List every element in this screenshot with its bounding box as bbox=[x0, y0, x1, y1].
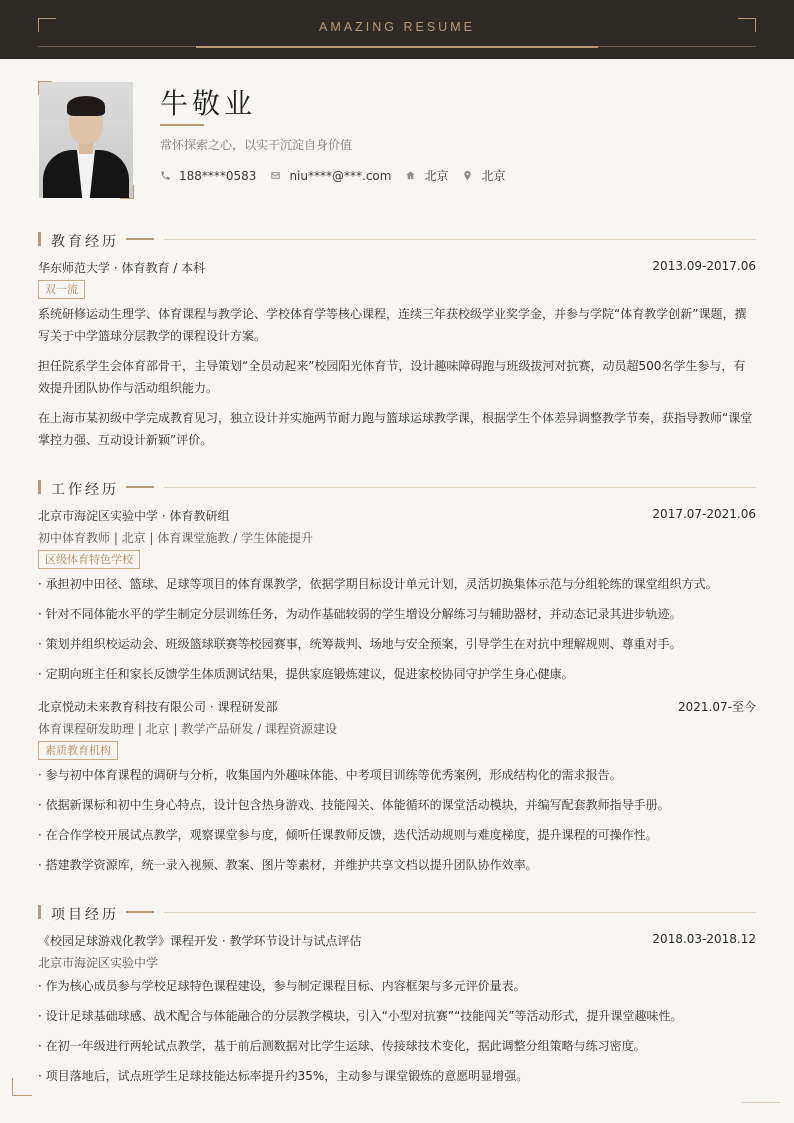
section-title: 工作经历 bbox=[51, 482, 119, 498]
job-entry-header bbox=[38, 698, 756, 715]
section-title: 项目经历 bbox=[51, 907, 119, 923]
job-bullet: · 定期向班主任和家长反馈学生体质测试结果，提供家庭锻炼建议，促进家校协同守护学生身心健康。 bbox=[38, 667, 574, 681]
photo-hair bbox=[67, 96, 105, 116]
job-date: 2021.07-至今 bbox=[678, 700, 756, 714]
name-underline bbox=[160, 124, 204, 126]
heading-accent bbox=[126, 911, 154, 913]
heading-rule bbox=[164, 239, 756, 240]
project-subtitle: 北京市海淀区实验中学 bbox=[38, 956, 159, 970]
page-corner-bottom-right bbox=[742, 1102, 780, 1103]
contact-home bbox=[405, 167, 448, 184]
project-date: 2018.03-2018.12 bbox=[652, 932, 756, 946]
candidate-name: 牛敬业 bbox=[160, 87, 257, 120]
project-entry-header bbox=[38, 932, 756, 949]
heading-rule bbox=[164, 487, 756, 488]
home-icon bbox=[405, 170, 416, 181]
job-bullet: · 搭建教学资源库，统一录入视频、教案、图片等素材，并维护共享文档以提升团队协作效率。 bbox=[38, 858, 538, 872]
job-subtitle: 初中体育教师 | 北京 | 体育课堂施教 / 学生体能提升 bbox=[38, 531, 314, 545]
heading-bar bbox=[38, 232, 41, 246]
mail-icon bbox=[270, 170, 281, 181]
project-bullet: · 在初一年级进行两轮试点教学，基于前后测数据对比学生运球、传接球技术变化，据此调整分组策略与练习密度。 bbox=[38, 1039, 646, 1053]
banner-title: AMAZING RESUME bbox=[319, 20, 475, 34]
job-organization: 北京悦动未来教育科技有限公司 · 课程研发部 bbox=[38, 700, 278, 714]
job-entry-header bbox=[38, 507, 756, 524]
project-bullet: · 设计足球基础球感、战术配合与体能融合的分层教学模块，引入“小型对抗赛”“技能闯关”等活动形式，提升课堂趣味性。 bbox=[38, 1009, 683, 1023]
education-date: 2013.09-2017.06 bbox=[652, 259, 756, 273]
job-organization: 北京市海淀区实验中学 · 体育教研组 bbox=[38, 509, 230, 523]
section-heading-project bbox=[38, 904, 756, 923]
section-heading-education bbox=[38, 231, 756, 250]
job-bullet: · 针对不同体能水平的学生制定分层训练任务，为动作基础较弱的学生增设分解练习与辅助器材，并动态记录其进步轨迹。 bbox=[38, 607, 682, 621]
heading-bar bbox=[38, 905, 41, 919]
job-tag: 素质教育机构 bbox=[38, 741, 118, 760]
job-date: 2017.07-2021.06 bbox=[652, 507, 756, 521]
project-title: 《校园足球游戏化教学》课程开发 · 教学环节设计与试点评估 bbox=[38, 934, 362, 948]
job-bullet: · 参与初中体育课程的调研与分析，收集国内外趣味体能、中考项目训练等优秀案例，形成结构化的需求报告。 bbox=[38, 768, 622, 782]
phone-number: 188****0583 bbox=[179, 168, 257, 183]
education-tag: 双一流 bbox=[38, 280, 85, 299]
location-city: 北京 bbox=[481, 169, 506, 183]
project-bullet: · 作为核心成员参与学校足球特色课程建设，参与制定课程目标、内容框架与多元评价量表。 bbox=[38, 979, 526, 993]
page-corner-bottom-left bbox=[12, 1078, 32, 1096]
contact-email bbox=[270, 169, 391, 183]
candidate-motto: 常怀探索之心，以实干沉淀自身价值 bbox=[160, 138, 353, 152]
contact-info bbox=[160, 167, 519, 184]
profile-photo-frame bbox=[38, 81, 134, 199]
job-bullet: · 承担初中田径、篮球、足球等项目的体育课教学，依据学期目标设计单元计划，灵活切换集体示范与分组轮练的课堂组织方式。 bbox=[38, 577, 718, 591]
location-icon bbox=[462, 170, 473, 181]
education-paragraph: 系统研修运动生理学、体育课程与教学论、学校体育学等核心课程，连续三年获校级学业奖学金，并参与学院“体育教学创新”课题，撰写关于中学篮球分层教学的课程设计方案。 bbox=[38, 307, 747, 343]
job-bullet: · 在合作学校开展试点教学，观察课堂参与度，倾听任课教师反馈，迭代活动规则与难度梯度，提升课程的可操作性。 bbox=[38, 828, 658, 842]
contact-location bbox=[462, 167, 505, 184]
education-paragraph: 担任院系学生会体育部骨干，主导策划“全员动起来”校园阳光体育节，设计趣味障碍跑与班级拔河对抗赛，动员超500名学生参与，有效提升团队协作与活动组织能力。 bbox=[38, 359, 746, 395]
job-tag: 区级体育特色学校 bbox=[38, 550, 140, 569]
project-bullet: · 项目落地后，试点班学生足球技能达标率提升约35%，主动参与课堂锻炼的意愿明显增强。 bbox=[38, 1069, 529, 1083]
section-title: 教育经历 bbox=[51, 234, 119, 250]
school-name: 华东师范大学 · 体育教育 / 本科 bbox=[38, 261, 206, 275]
profile-photo bbox=[39, 82, 133, 198]
heading-bar bbox=[38, 480, 41, 494]
contact-phone bbox=[160, 169, 256, 183]
job-bullet: · 策划并组织校运动会、班级篮球联赛等校园赛事，统筹裁判、场地与安全预案，引导学生在对抗中理解规则、尊重对手。 bbox=[38, 637, 682, 651]
heading-accent bbox=[126, 238, 154, 240]
heading-accent bbox=[126, 486, 154, 488]
email-address: niu****@***.com bbox=[289, 168, 392, 183]
job-subtitle: 体育课程研发助理 | 北京 | 教学产品研发 / 课程资源建设 bbox=[38, 722, 338, 736]
section-heading-work bbox=[38, 479, 756, 498]
heading-rule bbox=[164, 912, 756, 913]
education-entry-header bbox=[38, 259, 756, 276]
top-banner bbox=[0, 0, 794, 59]
phone-icon bbox=[160, 170, 171, 181]
job-bullet: · 依据新课标和初中生身心特点，设计包含热身游戏、技能闯关、体能循环的课堂活动模块，并编写配套教师指导手册。 bbox=[38, 798, 670, 812]
education-paragraph: 在上海市某初级中学完成教育见习，独立设计并实施两节耐力跑与篮球运球教学课，根据学生个体差异调整教学节奏，获指导教师“课堂掌控力强、互动设计新颖”评价。 bbox=[38, 411, 753, 447]
home-city: 北京 bbox=[424, 169, 449, 183]
banner-divider-accent bbox=[196, 46, 598, 48]
